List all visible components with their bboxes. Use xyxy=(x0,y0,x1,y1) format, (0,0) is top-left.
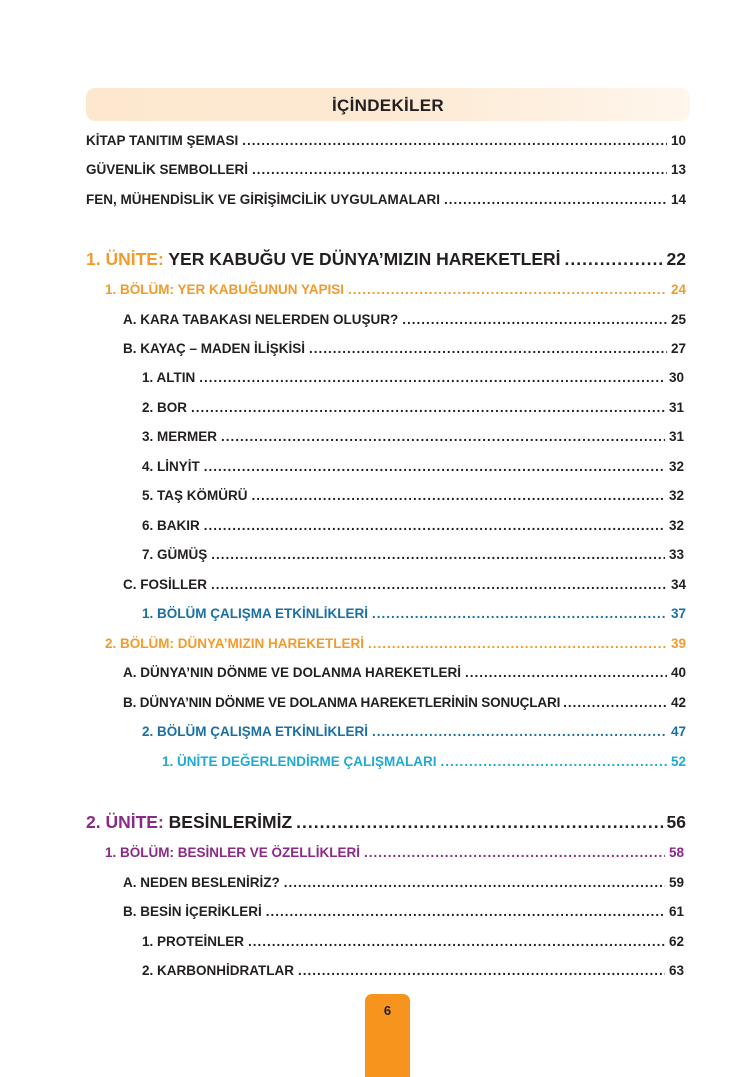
toc-entry-donme-dolanma[interactable] xyxy=(123,665,686,681)
dot-leader xyxy=(242,133,667,149)
toc-entry-page: 25 xyxy=(670,312,686,327)
dot-leader xyxy=(221,429,665,445)
toc-entry-page: 32 xyxy=(668,459,684,474)
toc-entry-karbonhidratlar[interactable] xyxy=(142,963,684,979)
toc-entry-bor[interactable] xyxy=(142,400,684,416)
toc-entry-kayac-maden[interactable] xyxy=(123,341,686,357)
toc-entry-label: 1. BÖLÜM: YER KABUĞUNUN YAPISI xyxy=(105,282,345,297)
toc-unit-1[interactable] xyxy=(86,249,686,269)
toc-entry-label: A. DÜNYA’NIN DÖNME VE DOLANMA HAREKETLERİ xyxy=(123,665,462,680)
dot-leader xyxy=(441,754,667,770)
toc-entry-page: 32 xyxy=(668,518,684,533)
page-number-tab xyxy=(365,994,410,1077)
dot-leader xyxy=(364,845,665,861)
page-number: 6 xyxy=(383,1003,392,1018)
toc-entry-page: 52 xyxy=(670,754,686,769)
toc-entry-page: 34 xyxy=(670,577,686,592)
toc-entry-page: 63 xyxy=(668,963,684,978)
toc-entry-label: 1. ALTIN xyxy=(142,370,196,385)
toc-entry-label: 2. KARBONHİDRATLAR xyxy=(142,963,294,978)
toc-entry-page: 14 xyxy=(670,192,686,207)
dot-leader xyxy=(372,606,667,622)
dot-leader xyxy=(204,459,665,475)
dot-leader xyxy=(565,249,663,269)
toc-entry-guvenlik[interactable] xyxy=(86,162,686,178)
toc-entry-page: 27 xyxy=(670,341,686,356)
toc-entry-label: GÜVENLİK SEMBOLLERİ xyxy=(86,162,249,177)
dot-leader xyxy=(444,192,667,208)
toc-entry-label: A. NEDEN BESLENİRİZ? xyxy=(123,875,280,890)
dot-leader xyxy=(191,400,665,416)
dot-leader xyxy=(368,636,667,652)
toc-entry-label: 3. MERMER xyxy=(142,429,218,444)
toc-entry-page: 58 xyxy=(668,845,684,860)
toc-entry-page: 42 xyxy=(670,695,686,710)
toc-entry-page: 32 xyxy=(668,488,684,503)
toc-section-1-2[interactable] xyxy=(105,636,686,652)
toc-entry-altin[interactable] xyxy=(142,370,684,386)
toc-entry-page: 62 xyxy=(668,934,684,949)
toc-entry-mermer[interactable] xyxy=(142,429,684,445)
toc-entry-page: 30 xyxy=(668,370,684,385)
toc-entry-neden-besleniriz[interactable] xyxy=(123,875,684,891)
dot-leader xyxy=(348,282,667,298)
toc-entry-label: 2. BÖLÜM: DÜNYA’MIZIN HAREKETLERİ xyxy=(105,636,365,651)
toc-entry-label: 2. BOR xyxy=(142,400,188,415)
toc-entry-page: 22 xyxy=(666,249,686,269)
toc-entry-label: 1. ÜNİTE DEĞERLENDİRME ÇALIŞMALARI xyxy=(162,754,437,769)
toc-entry-page: 10 xyxy=(670,133,686,148)
dot-leader xyxy=(211,577,667,593)
toc-entry-page: 56 xyxy=(666,812,686,832)
toc-entry-label: 1. PROTEİNLER xyxy=(142,934,245,949)
unit-prefix: 2. ÜNİTE: xyxy=(86,812,164,832)
toc-entry-page: 40 xyxy=(670,665,686,680)
toc-title-bar xyxy=(86,88,690,121)
toc-entry-page: 31 xyxy=(668,400,684,415)
toc-entry-fen-muhendislik[interactable] xyxy=(86,192,686,208)
toc-entry-label: 4. LİNYİT xyxy=(142,459,200,474)
toc-entry-label: B. BESİN İÇERİKLERİ xyxy=(123,904,262,919)
toc-entry-page: 13 xyxy=(670,162,686,177)
unit-prefix: 1. ÜNİTE: xyxy=(86,249,164,269)
dot-leader xyxy=(309,341,667,357)
toc-entry-page: 47 xyxy=(670,724,686,739)
toc-entry-label: C. FOSİLLER xyxy=(123,577,207,592)
toc-section-2-1[interactable] xyxy=(105,845,684,861)
dot-leader xyxy=(252,488,665,504)
toc-entry-label: FEN, MÜHENDİSLİK VE GİRİŞİMCİLİK UYGULAMALARI xyxy=(86,192,440,207)
toc-entry-bolum1-etkinlikler[interactable] xyxy=(142,606,686,622)
toc-entry-label: 5. TAŞ KÖMÜRÜ xyxy=(142,488,248,503)
dot-leader xyxy=(204,518,665,534)
toc-entry-label: A. KARA TABAKASI NELERDEN OLUŞUR? xyxy=(123,312,399,327)
toc-entry-tas-komuru[interactable] xyxy=(142,488,684,504)
toc-unit-2[interactable] xyxy=(86,812,686,832)
unit-title: BESİNLERİMİZ xyxy=(168,812,293,832)
dot-leader xyxy=(298,963,665,979)
toc-entry-fosiller[interactable] xyxy=(123,577,686,593)
toc-entry-page: 59 xyxy=(668,875,684,890)
toc-entry-page: 33 xyxy=(668,547,684,562)
toc-entry-bakir[interactable] xyxy=(142,518,684,534)
toc-entry-page: 37 xyxy=(670,606,686,621)
toc-section-1-1[interactable] xyxy=(105,282,686,298)
toc-entry-bolum2-etkinlikler[interactable] xyxy=(142,724,686,740)
dot-leader xyxy=(211,547,665,563)
dot-leader xyxy=(199,370,665,386)
toc-entry-page: 39 xyxy=(670,636,686,651)
dot-leader xyxy=(284,875,665,891)
dot-leader xyxy=(266,904,665,920)
dot-leader xyxy=(372,724,667,740)
toc-entry-linyit[interactable] xyxy=(142,459,684,475)
toc-entry-proteinler[interactable] xyxy=(142,934,684,950)
toc-title: İÇİNDEKİLER xyxy=(332,96,444,115)
toc-entry-page: 24 xyxy=(670,282,686,297)
toc-entry-kitap-tanitim[interactable] xyxy=(86,133,686,149)
unit-title: YER KABUĞU VE DÜNYA’MIZIN HAREKETLERİ xyxy=(168,249,561,269)
toc-entry-gumus[interactable] xyxy=(142,547,684,563)
dot-leader xyxy=(296,812,662,832)
dot-leader xyxy=(465,665,667,681)
toc-entry-label: KİTAP TANITIM ŞEMASI xyxy=(86,133,239,148)
toc-entry-label: B. DÜNYA’NIN DÖNME VE DOLANMA HAREKETLERİNİN SONUÇLARI xyxy=(123,695,561,710)
dot-leader xyxy=(563,695,668,711)
toc-entry-label: 1. BÖLÜM ÇALIŞMA ETKİNLİKLERİ xyxy=(142,606,368,621)
toc-entry-besin-icerikleri[interactable] xyxy=(123,904,684,920)
toc-entry-page: 61 xyxy=(668,904,684,919)
toc-entry-kara-tabakasi[interactable] xyxy=(123,312,686,328)
toc-entry-label: 6. BAKIR xyxy=(142,518,200,533)
toc-entry-label: 7. GÜMÜŞ xyxy=(142,547,208,562)
toc-entry-label: 2. BÖLÜM ÇALIŞMA ETKİNLİKLERİ xyxy=(142,724,368,739)
toc-entry-donme-dolanma-sonuclari[interactable] xyxy=(123,695,686,711)
toc-entry-label: B. KAYAÇ – MADEN İLİŞKİSİ xyxy=(123,341,306,356)
dot-leader xyxy=(402,312,667,328)
dot-leader xyxy=(252,162,667,178)
dot-leader xyxy=(248,934,665,950)
toc-entry-page: 31 xyxy=(668,429,684,444)
toc-entry-unite1-degerlendirme[interactable] xyxy=(162,754,686,770)
toc-entry-label: 1. BÖLÜM: BESİNLER VE ÖZELLİKLERİ xyxy=(105,845,361,860)
